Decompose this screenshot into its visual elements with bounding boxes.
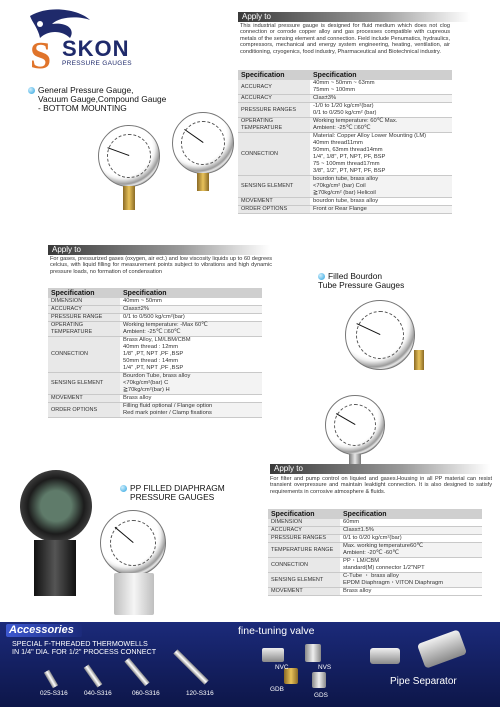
spec-value: [310, 133, 452, 176]
spec-header: Specification: [48, 288, 120, 298]
spec-row: [238, 118, 452, 133]
spec-row: [48, 306, 262, 314]
spec-value: [120, 314, 262, 322]
section1-apply-bar: Apply to: [238, 12, 470, 22]
brass-stem-image: [414, 350, 424, 370]
spec-value-line: Ambient: -25℃ □60℃: [123, 329, 181, 335]
spec-key: ORDER OPTIONS: [238, 206, 310, 214]
bullet-icon: [120, 485, 127, 492]
diaphragm-body-image: [34, 540, 76, 596]
spec-value-line: Working temperature: -Max 60℃: [123, 322, 208, 328]
spec-key: ACCURACY: [48, 306, 120, 314]
valve-image: [305, 644, 321, 662]
valve-label: GDB: [270, 686, 284, 693]
spec-value-line: Class±1.5%: [343, 527, 374, 533]
pressure-gauge-image: [98, 125, 160, 187]
brass-stem-image: [197, 173, 209, 191]
spec-value: [310, 95, 452, 103]
section3-title-line: Tube Pressure Gauges: [318, 280, 405, 291]
spec-header: Specification: [120, 288, 262, 298]
spec-key: CONNECTION: [48, 337, 120, 373]
spec-row: [238, 95, 452, 103]
spec-row: [238, 198, 452, 206]
spec-row: [238, 206, 452, 214]
spec-value-line: ≧70kg/cm² (bar) Helicoil: [313, 190, 376, 196]
filled-gauge-image: [345, 300, 415, 370]
section3-title: [318, 272, 404, 290]
spec-row: [48, 373, 262, 395]
spec-key: SENSING ELEMENT: [268, 573, 340, 588]
spec-value: [340, 558, 482, 573]
section4-spec-table: [268, 509, 482, 596]
spec-value: [340, 535, 482, 543]
spec-row: [268, 519, 482, 527]
steel-stem-image: [349, 454, 361, 464]
spec-value-line: Brass Alloy, LM/LBM/CBM: [123, 337, 191, 343]
spec-key: CONNECTION: [238, 133, 310, 176]
spec-row: [238, 133, 452, 176]
spec-value-line: 1/8" ,PT, NPT ,PF ,BSP: [123, 351, 184, 357]
diaphragm-gauge-image: [20, 470, 92, 542]
spec-value: [310, 206, 452, 214]
thermowell-label: 060-S316: [132, 690, 160, 697]
spec-header: Specification: [310, 70, 452, 80]
spec-value-line: C-Tube ・ brass alloy: [343, 573, 399, 579]
spec-row: [268, 535, 482, 543]
spec-value-line: 75 ~ 100mm thread17mm: [313, 161, 380, 167]
brass-stem-image: [123, 186, 135, 210]
spec-value-line: Ambient: -25℃ □60℃: [313, 125, 371, 131]
valve-image: [312, 672, 326, 688]
spec-row: [268, 573, 482, 588]
spec-value: [310, 176, 452, 198]
accessories-desc: [12, 640, 156, 656]
section2-apply-text: For gases, pressurized gases (oxygen, air ect.) and low viscosity liquids up to 60 degrees celcius, with liquid filling for measurement points subject to vibrations and high dynamic pressure loads, no formation of condensation: [50, 256, 272, 275]
valve-image: [262, 648, 284, 662]
spec-row: [268, 558, 482, 573]
bullet-icon: [28, 87, 35, 94]
spec-value-line: PP・LM/CBM: [343, 558, 380, 564]
pressure-gauge-image: [172, 112, 234, 174]
spec-value-line: 40mm ~ 50mm: [123, 298, 162, 304]
spec-value-line: Ambient: -20℃ -60℃: [343, 550, 399, 556]
thermowell-label: 120-S316: [186, 690, 214, 697]
section1-title: [28, 86, 166, 114]
accessories-desc-line: IN 1/4" DIA. FOR 1/2" PROCESS CONNECT: [12, 647, 157, 656]
spec-row: [48, 298, 262, 306]
diaphragm-gauge-image: [100, 510, 166, 576]
spec-value-line: 40mm thread : 12mm: [123, 344, 179, 350]
spec-value-line: Working temperature: 60℃ Max.: [313, 118, 398, 124]
spec-value-line: Brass alloy: [123, 395, 152, 401]
spec-value-line: 1/4", 1/8", PT, NPT, PF, BSP: [313, 154, 386, 160]
spec-value-line: Brass alloy: [343, 588, 372, 594]
fine-tuning-valve-title: fine-tuning valve: [238, 625, 315, 637]
pipe-separator-label: Pipe Separator: [390, 676, 457, 687]
spec-key: TEMPERATURE RANGE: [268, 543, 340, 558]
spec-value-line: Front or Rear Flange: [313, 206, 367, 212]
spec-row: [238, 176, 452, 198]
spec-value-line: <70kg/cm² (bar) Coil: [313, 183, 366, 189]
spec-value-line: 0/1 to 0/250 kg/cm² (bar): [313, 110, 377, 116]
spec-key: PRESSURE RANGE: [48, 314, 120, 322]
spec-key: MOVEMENT: [238, 198, 310, 206]
spec-value-line: Material: Copper Alloy Lower Mounting (LM): [313, 133, 427, 139]
spec-value: [310, 118, 452, 133]
spec-value: [120, 403, 262, 418]
spec-row: [48, 322, 262, 337]
spec-key: MOVEMENT: [48, 395, 120, 403]
thermowell-label: 040-S316: [84, 690, 112, 697]
accessories-title: Accessories: [6, 624, 82, 637]
spec-key: DIMENSION: [48, 298, 120, 306]
section1-title-line: - BOTTOM MOUNTING: [38, 103, 127, 114]
spec-value: [310, 80, 452, 95]
bullet-icon: [318, 273, 325, 280]
spec-value: [340, 573, 482, 588]
spec-value-line: -1/0 to 1/20 kg/cm²(bar): [313, 103, 374, 109]
spec-value: [340, 527, 482, 535]
section4-title: [120, 484, 225, 502]
spec-row: [48, 314, 262, 322]
diaphragm-body-image: [114, 573, 154, 615]
spec-value-line: 40mm thread11mm: [313, 140, 363, 146]
spec-value: [340, 588, 482, 596]
spec-key: OPERATING TEMPERATURE: [238, 118, 310, 133]
section3-title-line: Filled Bourdon: [328, 271, 383, 281]
spec-value: [120, 337, 262, 373]
spec-value-line: ≧70kg/cm²(bar) H: [123, 387, 170, 393]
pipe-separator-image: [370, 648, 400, 664]
spec-row: [268, 543, 482, 558]
section4-title-line: PP FILLED DIAPHRAGM: [130, 483, 225, 493]
spec-value: [120, 322, 262, 337]
spec-value-line: 0/1 to 0/500 kg/cm²(bar): [123, 314, 185, 320]
brand-name: SKON: [62, 36, 130, 61]
svg-text:S: S: [30, 35, 52, 76]
spec-row: [48, 403, 262, 418]
spec-key: ACCURACY: [268, 527, 340, 535]
spec-value-line: 1/4" ,PT, NPT ,PF ,BSP: [123, 365, 184, 371]
spec-value: [340, 543, 482, 558]
spec-value-line: 50mm, 63mm thread14mm: [313, 147, 383, 153]
spec-header: Specification: [340, 509, 482, 519]
valve-label: NVC: [275, 664, 289, 671]
spec-value-line: 40mm ~ 50mm ~ 63mm: [313, 80, 375, 86]
spec-value-line: Max. working temperature60℃: [343, 543, 423, 549]
spec-value: [310, 103, 452, 118]
spec-value: [120, 373, 262, 395]
spec-value: [120, 298, 262, 306]
spec-value: [120, 306, 262, 314]
spec-key: PRESSURE RANGES: [238, 103, 310, 118]
spec-row: [238, 80, 452, 95]
spec-value-line: 3/8", 1/2", PT, NPT, PF, BSP: [313, 168, 386, 174]
spec-value-line: bourdon tube, brass alloy: [313, 198, 379, 204]
brand-tagline: PRESSURE GAUGES: [62, 60, 132, 67]
spec-value-line: 60mm: [343, 519, 360, 525]
filled-gauge-image: [325, 395, 385, 455]
spec-key: MOVEMENT: [268, 588, 340, 596]
accessories-desc-line: SPECIAL F-THREADED THERMOWELLS: [12, 639, 148, 648]
spec-value-line: 0/1 to 0/20 kg/cm²(bar): [343, 535, 402, 541]
spec-row: [48, 337, 262, 373]
spec-key: SENSING ELEMENT: [48, 373, 120, 395]
section1-title-line: General Pressure Gauge,: [38, 85, 134, 95]
valve-label: NVS: [318, 664, 332, 671]
spec-value: [340, 519, 482, 527]
spec-value: [120, 395, 262, 403]
spec-key: ACCURACY: [238, 95, 310, 103]
valve-label: GDS: [314, 692, 328, 699]
thermowell-label: 025-S316: [40, 690, 68, 697]
spec-header: Specification: [238, 70, 310, 80]
spec-row: [268, 588, 482, 596]
spec-header: Specification: [268, 509, 340, 519]
section1-apply-text: This industrial pressure gauge is designed for fluid medium which does not clog connection or corrode copper alloy and gas processes compatible with cupreous metals of the sensing element and connection. Field include Penumatics, hydraulics, compressors, mechanical and energy system engineering, heating, ventilation, air conditioning, cryogenics, food industry, Pharmaceutical and Biotechnical industry.: [240, 23, 450, 55]
spec-key: SENSING ELEMENT: [238, 176, 310, 198]
spec-value-line: Bourdon Tube, brass alloy: [123, 373, 191, 379]
spec-key: PRESSURE RANGES: [268, 535, 340, 543]
spec-row: [238, 103, 452, 118]
spec-value-line: 50mm thread : 14mm: [123, 358, 179, 364]
spec-value: [310, 198, 452, 206]
spec-value-line: standard(M) connector 1/2"NPT: [343, 565, 425, 571]
spec-value-line: bourdon tube, brass alloy: [313, 176, 379, 182]
section4-apply-text: For filter and pump control on liquied and gases.Housing in all PP material can resist transient overpressure and maintain leaktight connection. It is also designed to satisfy requirements in corrosive atmosphere & fluids.: [270, 476, 492, 495]
section4-title-line: PRESSURE GAUGES: [130, 492, 215, 503]
spec-value-line: Class±2%: [123, 306, 150, 312]
spec-value-line: Filling fluid optional / Flange option: [123, 403, 213, 409]
section2-spec-table: [48, 288, 262, 418]
section2-apply-bar: Apply to: [48, 245, 270, 255]
spec-key: ORDER OPTIONS: [48, 403, 120, 418]
spec-value-line: Red mark pointer / Clamp fixations: [123, 410, 212, 416]
section1-spec-table: [238, 70, 452, 214]
spec-key: OPERATING TEMPERATURE: [48, 322, 120, 337]
spec-key: ACCURACY: [238, 80, 310, 95]
section1-title-line: Vacuum Gauge,Compound Gauge: [38, 94, 167, 105]
spec-value-line: EPDM Diaphragm・VITON Diaphragm: [343, 580, 444, 586]
spec-value-line: Clas±3%: [313, 95, 337, 101]
spec-key: DIMENSION: [268, 519, 340, 527]
spec-value-line: 75mm ~ 100mm: [313, 87, 356, 93]
spec-value-line: <70kg/cm²(bar) C: [123, 380, 169, 386]
section4-apply-bar: Apply to: [270, 464, 490, 474]
spec-row: [268, 527, 482, 535]
spec-key: CONNECTION: [268, 558, 340, 573]
spec-row: [48, 395, 262, 403]
